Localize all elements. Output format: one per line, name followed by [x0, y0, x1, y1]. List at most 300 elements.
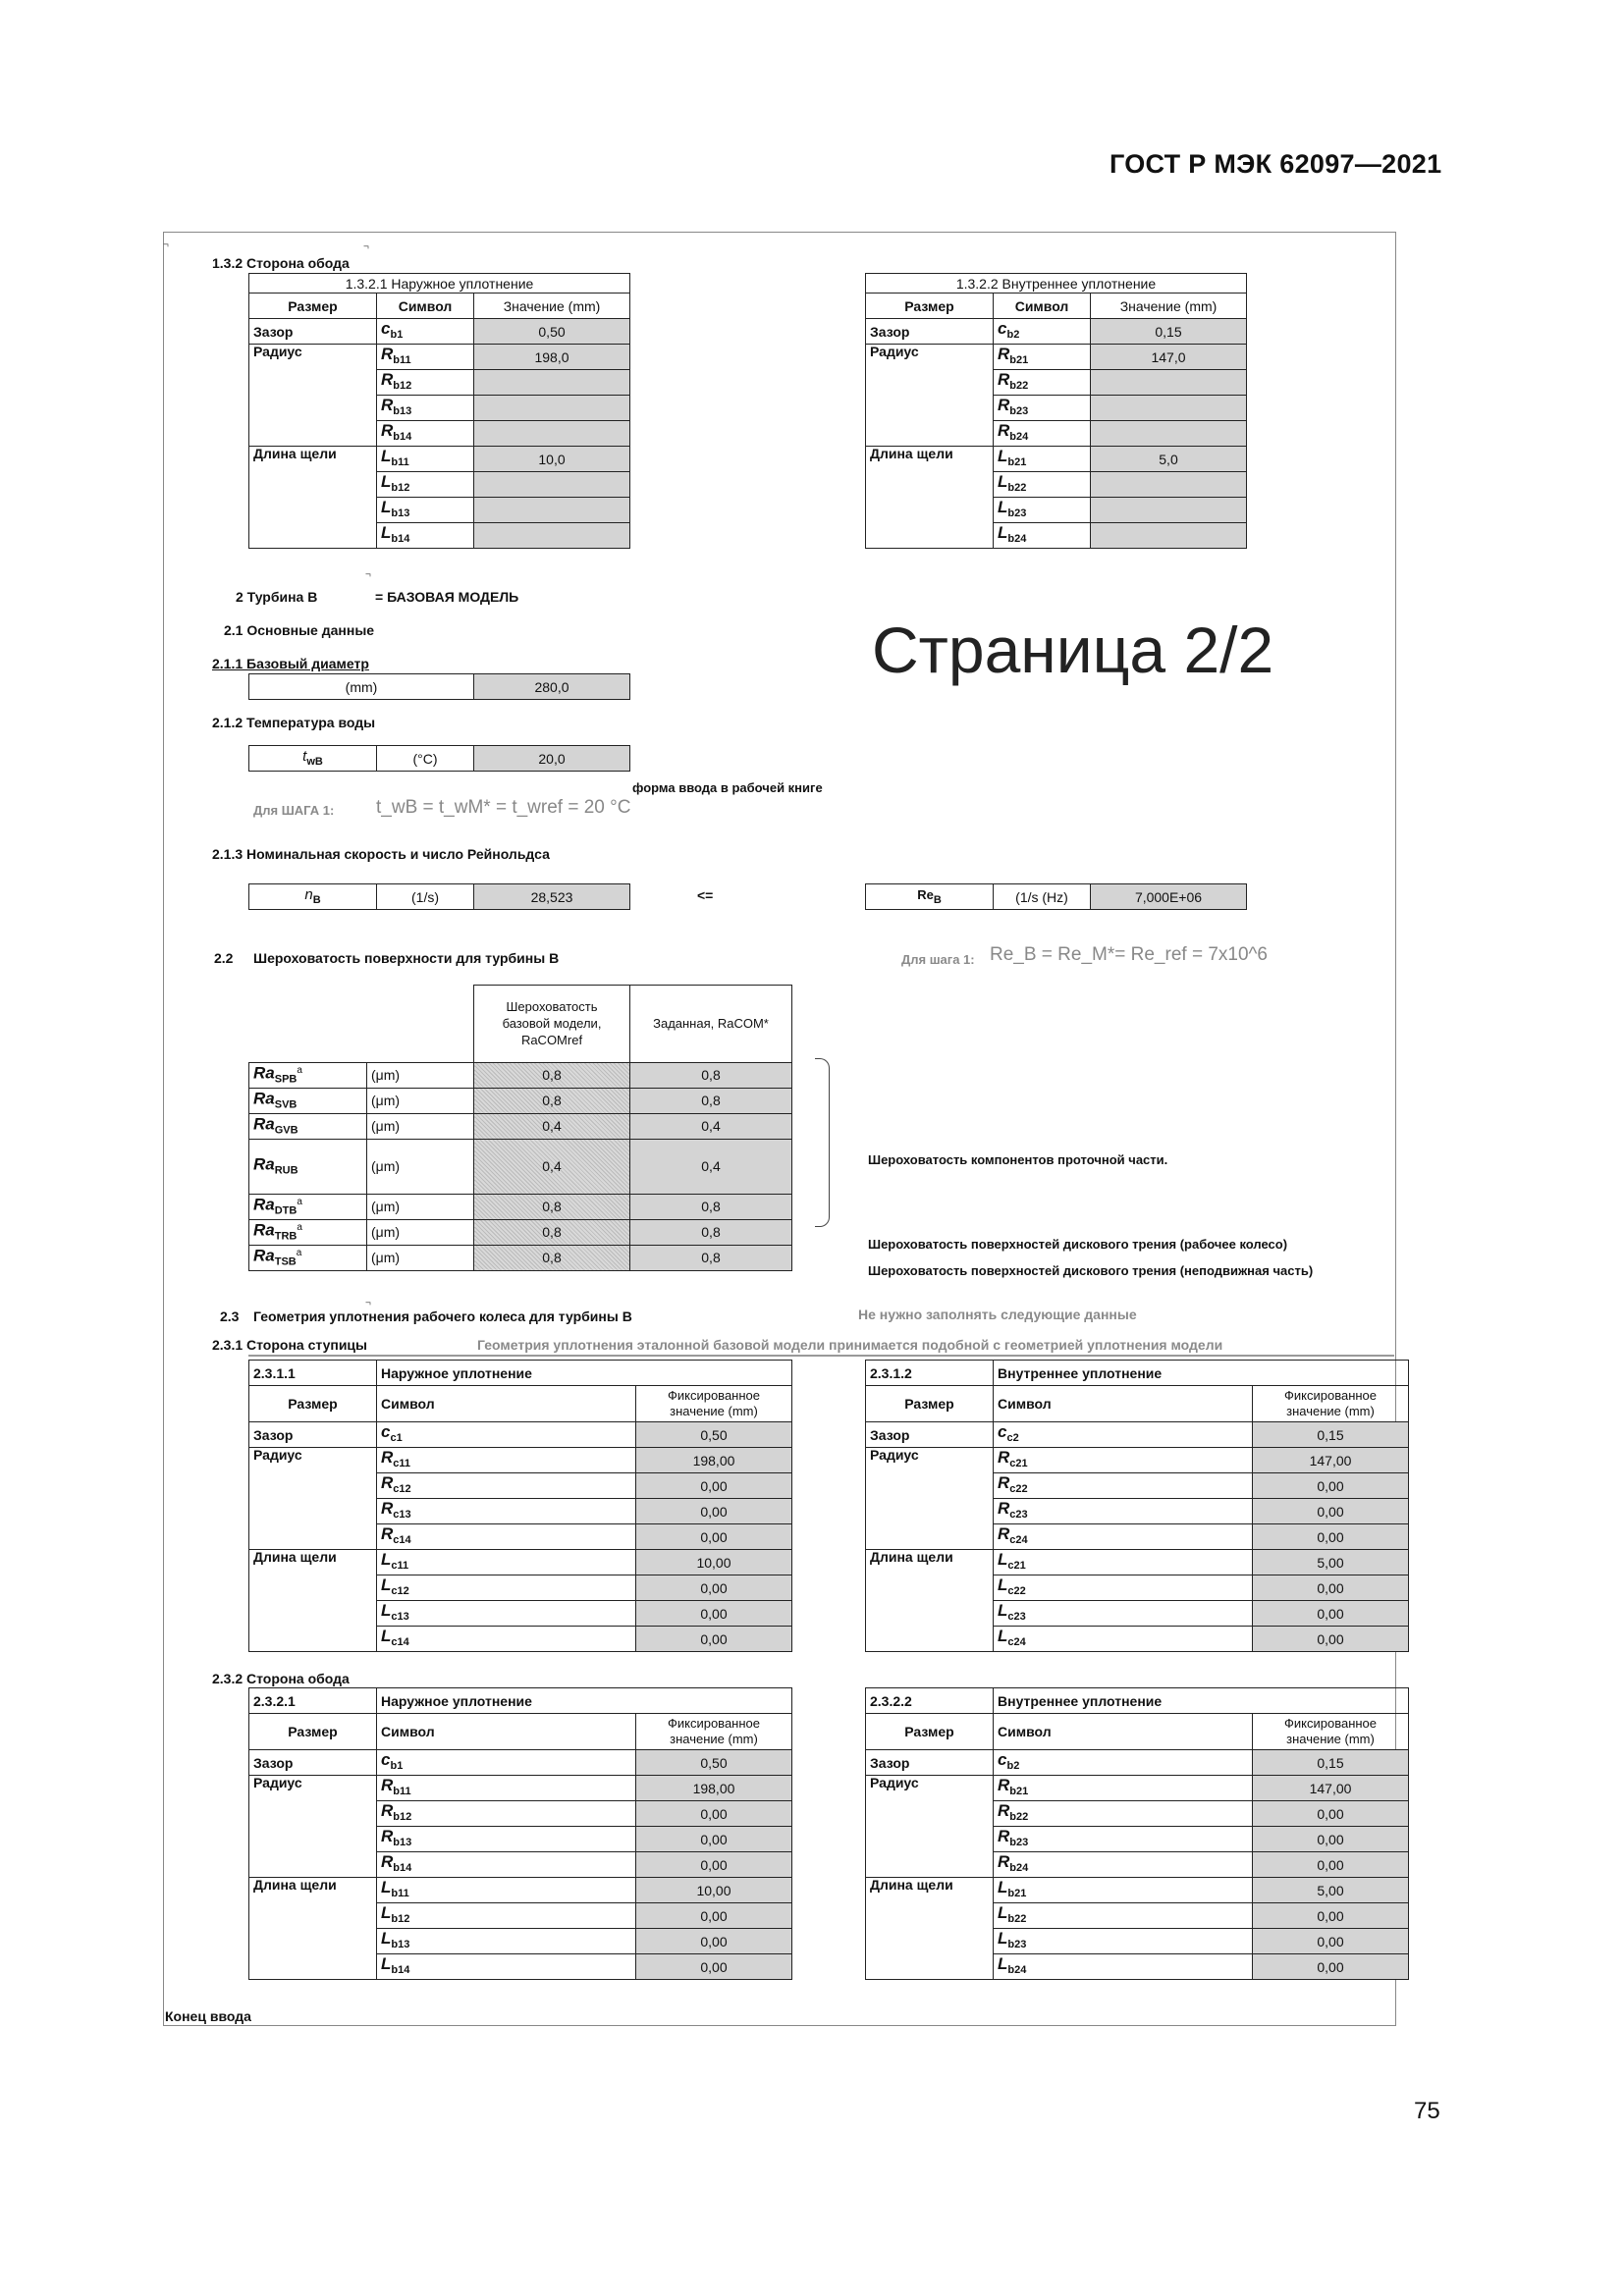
- symbol: L: [381, 1600, 392, 1620]
- symbol-sub: b22: [1009, 1810, 1029, 1823]
- section-divider: [248, 1355, 1394, 1357]
- symbol-sub: GVB: [274, 1124, 298, 1137]
- roughness-unit: (μm): [367, 1088, 474, 1113]
- symbol: Ra: [253, 1154, 275, 1174]
- fixed-value-cell: 147,00: [1253, 1448, 1409, 1473]
- end-of-input: Конец ввода: [165, 2008, 251, 2024]
- target-roughness-value[interactable]: 0,4: [630, 1113, 792, 1139]
- symbol-sub: b24: [1009, 1861, 1029, 1874]
- roughness-row: [249, 1088, 792, 1113]
- col-header: Символ: [994, 1714, 1253, 1750]
- roughness-unit: (μm): [367, 1219, 474, 1245]
- symbol-cell: [377, 523, 474, 549]
- note-no-fill: Не нужно заполнять следующие данные: [858, 1307, 1137, 1322]
- symbol-sub: b11: [393, 353, 411, 366]
- turbine-b-subtitle: = БАЗОВАЯ МОДЕЛЬ: [375, 589, 519, 605]
- symbol-sub: c14: [391, 1635, 409, 1648]
- fixed-value-cell: 0,15: [1253, 1750, 1409, 1776]
- symbol-cell: [377, 447, 474, 472]
- symbol: L: [381, 1549, 392, 1569]
- fixed-value-cell: 0,00: [1253, 1929, 1409, 1954]
- symbol: L: [381, 1953, 392, 1973]
- roughness-symbol-cell: [249, 1219, 367, 1245]
- symbol-cell: [377, 1524, 636, 1550]
- symbol-cell: [994, 1524, 1253, 1550]
- section-21-title: 2.1 Основные данные: [224, 622, 375, 638]
- temperature-value[interactable]: 20,0: [474, 746, 630, 772]
- col-header: Символ: [377, 1386, 636, 1422]
- section-23-title: Геометрия уплотнения рабочего колеса для турбины B: [253, 1308, 632, 1324]
- symbol-sub: b1: [390, 1759, 404, 1772]
- symbol-cell: [994, 523, 1091, 549]
- symbol: R: [381, 395, 394, 414]
- symbol: R: [381, 1523, 394, 1543]
- symbol-cell: [994, 319, 1091, 345]
- symbol-sub: b11: [391, 1887, 409, 1899]
- header-line: RaCOMref: [520, 1033, 583, 1048]
- speed-table: [248, 883, 630, 910]
- symbol: L: [998, 497, 1008, 516]
- value-cell[interactable]: [1091, 421, 1247, 447]
- symbol-cell: [994, 1550, 1253, 1575]
- symbol: c: [381, 318, 391, 338]
- target-roughness-value[interactable]: 0,4: [630, 1139, 792, 1194]
- value-cell[interactable]: [1091, 498, 1247, 523]
- symbol: c: [381, 1749, 391, 1769]
- fixed-value-cell: 0,00: [636, 1473, 792, 1499]
- target-roughness-value[interactable]: 0,8: [630, 1194, 792, 1219]
- symbol: c: [998, 318, 1007, 338]
- symbol-cell: [994, 396, 1091, 421]
- roughness-unit: (μm): [367, 1113, 474, 1139]
- fixed-value-cell: 0,00: [1253, 1575, 1409, 1601]
- symbol: Ra: [253, 1195, 275, 1214]
- section-22-title: Шероховатость поверхности для турбины B: [253, 950, 560, 966]
- corner-mark: ¬: [365, 1298, 371, 1308]
- fixed-value-cell: 0,00: [1253, 1903, 1409, 1929]
- fixed-seal-table: [865, 1687, 1409, 1980]
- header-line: Шероховатость: [506, 999, 598, 1015]
- fixed-value-cell: 0,00: [636, 1929, 792, 1954]
- symbol-sub: b13: [393, 404, 412, 417]
- symbol-sub: b12: [391, 481, 410, 494]
- blank-cell: [367, 986, 474, 1063]
- symbol-cell: [994, 1852, 1253, 1878]
- section-23-number: 2.3: [220, 1308, 240, 1324]
- symbol-sub: b24: [1007, 1963, 1027, 1976]
- symbol: L: [381, 1626, 392, 1645]
- symbol-sub: B: [933, 893, 942, 906]
- diameter-unit: (mm): [249, 674, 474, 700]
- col-header: [1253, 1386, 1409, 1422]
- symbol-cell: [994, 1575, 1253, 1601]
- header-line: значение (mm): [670, 1732, 758, 1746]
- symbol-sub: b24: [1009, 430, 1029, 443]
- note-disk-rotating: Шероховатость поверхностей дискового трения (рабочее колесо): [868, 1237, 1288, 1252]
- symbol-sub: c1: [390, 1431, 403, 1444]
- temperature-symbol-cell: [249, 746, 377, 772]
- roughness-row: [249, 1194, 792, 1219]
- roughness-unit: (μm): [367, 1062, 474, 1088]
- symbol-cell: [377, 1903, 636, 1929]
- fixed-value-cell: 10,00: [636, 1878, 792, 1903]
- symbol-cell: [994, 1878, 1253, 1903]
- roughness-table: [248, 985, 792, 1271]
- base-roughness-value: 0,8: [474, 1088, 630, 1113]
- fixed-value-cell: 0,50: [636, 1422, 792, 1448]
- symbol-sub: c13: [391, 1610, 409, 1623]
- fixed-value-cell: 0,00: [636, 1903, 792, 1929]
- symbol-cell: [377, 472, 474, 498]
- roughness-unit: (μm): [367, 1139, 474, 1194]
- row-label: Зазор: [249, 1750, 377, 1776]
- symbol: R: [998, 344, 1010, 363]
- symbol-sup: a: [297, 1221, 302, 1233]
- value-cell[interactable]: 10,0: [474, 447, 630, 472]
- value-cell[interactable]: 0,50: [474, 319, 630, 345]
- table-number: 2.3.2.1: [249, 1688, 377, 1714]
- symbol-cell: [377, 1852, 636, 1878]
- symbol: R: [381, 1498, 394, 1518]
- symbol-cell: [994, 370, 1091, 396]
- symbol-sub: b21: [1009, 353, 1029, 366]
- fixed-value-cell: 5,00: [1253, 1878, 1409, 1903]
- corner-mark: ¬: [163, 240, 169, 250]
- symbol-cell: [377, 1601, 636, 1627]
- col-header-target-roughness: Заданная, RaCOM*: [630, 986, 792, 1063]
- diameter-value[interactable]: 280,0: [474, 674, 630, 700]
- symbol-sub: b22: [1007, 481, 1027, 494]
- col-header: [1253, 1714, 1409, 1750]
- symbol: Ra: [253, 1220, 275, 1240]
- symbol-sub: b12: [393, 1810, 412, 1823]
- symbol-sub: TSB: [274, 1255, 297, 1268]
- roughness-row: [249, 1062, 792, 1088]
- symbol-sub: b21: [1007, 455, 1027, 468]
- reynolds-value[interactable]: 7,000E+06: [1091, 884, 1247, 910]
- symbol: L: [381, 497, 392, 516]
- symbol-sup: a: [297, 1064, 302, 1076]
- symbol: L: [381, 1575, 392, 1594]
- symbol-cell: [994, 421, 1091, 447]
- symbol-cell: [994, 1601, 1253, 1627]
- value-cell[interactable]: [1091, 523, 1247, 549]
- fixed-value-cell: 198,00: [636, 1776, 792, 1801]
- symbol: L: [998, 1626, 1008, 1645]
- symbol-cell: [994, 1954, 1253, 1980]
- symbol: R: [998, 369, 1010, 389]
- symbol-cell: [377, 1750, 636, 1776]
- table-1321: [248, 273, 630, 549]
- symbol-cell: [994, 1422, 1253, 1448]
- value-cell[interactable]: [1091, 472, 1247, 498]
- section-211-title: 2.1.1 Базовый диаметр: [212, 656, 369, 671]
- value-cell[interactable]: [474, 370, 630, 396]
- step1-reynolds-formula: Re_B = Re_M*= Re_ref = 7x10^6: [990, 944, 1268, 965]
- value-cell[interactable]: [474, 396, 630, 421]
- roughness-symbol-cell: [249, 1113, 367, 1139]
- value-cell[interactable]: [1091, 370, 1247, 396]
- symbol-sub: b1: [390, 328, 404, 341]
- row-label: Зазор: [866, 1422, 994, 1448]
- symbol: R: [998, 1498, 1010, 1518]
- table-title: 1.3.2.2 Внутреннее уплотнение: [866, 274, 1247, 294]
- table-title: Наружное уплотнение: [377, 1688, 792, 1714]
- symbol-sub: b23: [1007, 507, 1027, 519]
- symbol-sub: DTB: [274, 1204, 298, 1217]
- fixed-value-cell: 0,00: [636, 1575, 792, 1601]
- symbol-sub: b12: [391, 1912, 410, 1925]
- table-number: 2.3.1.1: [249, 1361, 377, 1386]
- base-roughness-value: 0,4: [474, 1139, 630, 1194]
- fixed-value-cell: 147,00: [1253, 1776, 1409, 1801]
- symbol-sub: b2: [1006, 328, 1020, 341]
- value-cell[interactable]: 147,0: [1091, 345, 1247, 370]
- symbol: L: [381, 522, 392, 542]
- col-header: Значение (mm): [1091, 294, 1247, 319]
- roughness-symbol-cell: [249, 1139, 367, 1194]
- base-roughness-value: 0,8: [474, 1062, 630, 1088]
- fixed-value-cell: 0,00: [636, 1601, 792, 1627]
- base-roughness-value: 0,8: [474, 1245, 630, 1270]
- symbol: R: [381, 420, 394, 440]
- fixed-value-cell: 10,00: [636, 1550, 792, 1575]
- col-header: Размер: [866, 1386, 994, 1422]
- fixed-value-cell: 5,00: [1253, 1550, 1409, 1575]
- value-cell[interactable]: 0,15: [1091, 319, 1247, 345]
- symbol: n: [304, 885, 313, 903]
- symbol-cell: [377, 1929, 636, 1954]
- header-line: Фиксированное: [667, 1388, 760, 1403]
- symbol: t: [302, 747, 307, 765]
- col-header: Размер: [866, 294, 994, 319]
- symbol: L: [381, 1902, 392, 1922]
- value-cell[interactable]: [474, 523, 630, 549]
- symbol-sub: b11: [393, 1785, 411, 1797]
- roughness-symbol-cell: [249, 1062, 367, 1088]
- symbol-sub: c11: [393, 1457, 411, 1469]
- fixed-seal-table: [248, 1687, 792, 1980]
- roughness-row: [249, 1139, 792, 1194]
- symbol-sub: c21: [1009, 1457, 1028, 1469]
- page-number: 75: [1414, 2098, 1440, 2124]
- symbol-cell: [377, 1575, 636, 1601]
- symbol-cell: [377, 1448, 636, 1473]
- temperature-unit: (°C): [377, 746, 474, 772]
- table-number: 2.3.1.2: [866, 1361, 994, 1386]
- symbol-sub: c22: [1009, 1482, 1028, 1495]
- target-roughness-value[interactable]: 0,8: [630, 1245, 792, 1270]
- row-label: Длина щели: [249, 447, 377, 549]
- symbol: R: [998, 420, 1010, 440]
- symbol: Ra: [253, 1089, 275, 1108]
- section-231-title: 2.3.1 Сторона ступицы: [212, 1337, 367, 1353]
- fixed-seal-table: [248, 1360, 792, 1652]
- symbol-sub: SVB: [274, 1098, 298, 1111]
- symbol: R: [381, 1447, 394, 1467]
- roughness-symbol-cell: [249, 1194, 367, 1219]
- header-line: Фиксированное: [1284, 1716, 1378, 1731]
- curly-brace: [815, 1058, 830, 1227]
- value-cell[interactable]: 198,0: [474, 345, 630, 370]
- symbol: L: [381, 1877, 392, 1896]
- symbol-sub: c12: [391, 1584, 409, 1597]
- symbol-cell: [994, 345, 1091, 370]
- symbol: L: [998, 471, 1008, 491]
- row-label: Радиус: [866, 1776, 994, 1878]
- symbol-sub: B: [312, 893, 321, 906]
- turbine-b-title: 2 Турбина B: [236, 589, 318, 605]
- symbol-sub: b13: [393, 1836, 412, 1848]
- symbol: R: [381, 1851, 394, 1871]
- value-cell[interactable]: [474, 498, 630, 523]
- col-header: Символ: [994, 1386, 1253, 1422]
- symbol: L: [998, 1575, 1008, 1594]
- symbol-cell: [377, 421, 474, 447]
- fixed-value-cell: 0,00: [636, 1801, 792, 1827]
- symbol: R: [998, 395, 1010, 414]
- step1-label: Для ШАГА 1:: [253, 803, 335, 818]
- table-1322: [865, 273, 1247, 549]
- symbol-sub: b13: [391, 507, 410, 519]
- corner-mark: ¬: [363, 241, 369, 252]
- symbol-sub: c2: [1006, 1431, 1019, 1444]
- fixed-value-cell: 0,00: [1253, 1801, 1409, 1827]
- header-line: значение (mm): [1286, 1732, 1375, 1746]
- table-title: Наружное уплотнение: [377, 1361, 792, 1386]
- section-132-title: 1.3.2 Сторона обода: [212, 255, 350, 271]
- col-header: Размер: [249, 1714, 377, 1750]
- input-form-note: форма ввода в рабочей книге: [632, 780, 823, 795]
- symbol-cell: [377, 1499, 636, 1524]
- arrow-from-reynolds: <=: [697, 887, 714, 903]
- roughness-row: [249, 1245, 792, 1270]
- value-cell[interactable]: [1091, 396, 1247, 421]
- symbol-sub: b2: [1006, 1759, 1020, 1772]
- symbol: c: [381, 1421, 391, 1441]
- fixed-value-cell: 0,00: [1253, 1601, 1409, 1627]
- roughness-row: [249, 1113, 792, 1139]
- symbol-sub: b13: [391, 1938, 410, 1950]
- symbol: L: [998, 522, 1008, 542]
- roughness-symbol-cell: [249, 1088, 367, 1113]
- target-roughness-value[interactable]: 0,8: [630, 1219, 792, 1245]
- symbol-cell: [377, 1422, 636, 1448]
- reynolds-table: [865, 883, 1247, 910]
- symbol-cell: [994, 1750, 1253, 1776]
- note-disk-stationary: Шероховатость поверхностей дискового трения (неподвижная часть): [868, 1263, 1314, 1278]
- symbol-cell: [994, 1827, 1253, 1852]
- symbol: R: [998, 1826, 1010, 1845]
- speed-value[interactable]: 28,523: [474, 884, 630, 910]
- symbol: R: [998, 1472, 1010, 1492]
- symbol: L: [998, 1953, 1008, 1973]
- col-header: Размер: [249, 294, 377, 319]
- symbol: L: [998, 1549, 1008, 1569]
- target-roughness-value[interactable]: 0,8: [630, 1062, 792, 1088]
- symbol-sub: c24: [1009, 1533, 1028, 1546]
- symbol: R: [998, 1775, 1010, 1794]
- col-header: Размер: [249, 1386, 377, 1422]
- symbol-cell: [377, 1627, 636, 1652]
- header-line: базовой модели,: [502, 1016, 602, 1032]
- row-label: Длина щели: [249, 1878, 377, 1980]
- symbol-cell: [377, 1954, 636, 1980]
- section-22-number: 2.2: [214, 950, 234, 966]
- symbol-sub: b12: [393, 379, 412, 392]
- symbol-cell: [994, 472, 1091, 498]
- note-geometry-similar: Геометрия уплотнения эталонной базовой модели принимается подобной с геометрией уплотнения модели: [477, 1337, 1223, 1353]
- fixed-value-cell: 0,50: [636, 1750, 792, 1776]
- symbol-cell: [377, 1550, 636, 1575]
- header-line: Фиксированное: [1284, 1388, 1378, 1403]
- symbol-cell: [994, 1903, 1253, 1929]
- symbol-cell: [994, 447, 1091, 472]
- row-label: Длина щели: [866, 1878, 994, 1980]
- row-label: Радиус: [866, 1448, 994, 1550]
- section-212-title: 2.1.2 Температура воды: [212, 715, 376, 730]
- col-header-base-roughness: [474, 986, 630, 1063]
- symbol-cell: [377, 1801, 636, 1827]
- roughness-row: [249, 1219, 792, 1245]
- row-label: Длина щели: [249, 1550, 377, 1652]
- symbol-sub: b21: [1009, 1785, 1029, 1797]
- fixed-value-cell: 0,00: [636, 1499, 792, 1524]
- col-header: Размер: [866, 1714, 994, 1750]
- roughness-unit: (μm): [367, 1194, 474, 1219]
- symbol: Ra: [253, 1246, 275, 1265]
- section-213-title: 2.1.3 Номинальная скорость и число Рейнольдса: [212, 846, 550, 862]
- symbol-cell: [377, 396, 474, 421]
- target-roughness-value[interactable]: 0,8: [630, 1088, 792, 1113]
- symbol-cell: [377, 1827, 636, 1852]
- value-cell[interactable]: [474, 421, 630, 447]
- symbol: L: [381, 471, 392, 491]
- symbol: R: [998, 1851, 1010, 1871]
- fixed-seal-table: [865, 1360, 1409, 1652]
- step1b-label: Для шага 1:: [901, 952, 975, 967]
- symbol-sub: b11: [391, 455, 409, 468]
- symbol-sub: c23: [1007, 1610, 1026, 1623]
- symbol: Ra: [253, 1063, 275, 1083]
- col-header: Символ: [994, 294, 1091, 319]
- symbol: R: [381, 1775, 394, 1794]
- fixed-value-cell: 0,00: [1253, 1524, 1409, 1550]
- blank-cell: [249, 986, 367, 1063]
- value-cell[interactable]: [474, 472, 630, 498]
- symbol: c: [998, 1421, 1007, 1441]
- value-cell[interactable]: 5,0: [1091, 447, 1247, 472]
- symbol-sub: c22: [1007, 1584, 1026, 1597]
- symbol-sub: b21: [1007, 1887, 1027, 1899]
- symbol-sub: c14: [393, 1533, 411, 1546]
- symbol-sub: b14: [391, 1963, 410, 1976]
- symbol: R: [381, 344, 394, 363]
- symbol-cell: [994, 1448, 1253, 1473]
- symbol-sub: wB: [306, 755, 323, 768]
- symbol: L: [998, 1928, 1008, 1948]
- symbol-sup: a: [296, 1247, 302, 1258]
- temperature-table: [248, 745, 630, 772]
- symbol-sub: b22: [1007, 1912, 1027, 1925]
- symbol-cell: [994, 498, 1091, 523]
- symbol-cell: [994, 1776, 1253, 1801]
- symbol-cell: [377, 498, 474, 523]
- document-header: ГОСТ Р МЭК 62097—2021: [1110, 149, 1442, 179]
- fixed-value-cell: 0,00: [1253, 1627, 1409, 1652]
- reynolds-symbol-cell: [866, 884, 994, 910]
- fixed-value-cell: 0,00: [636, 1627, 792, 1652]
